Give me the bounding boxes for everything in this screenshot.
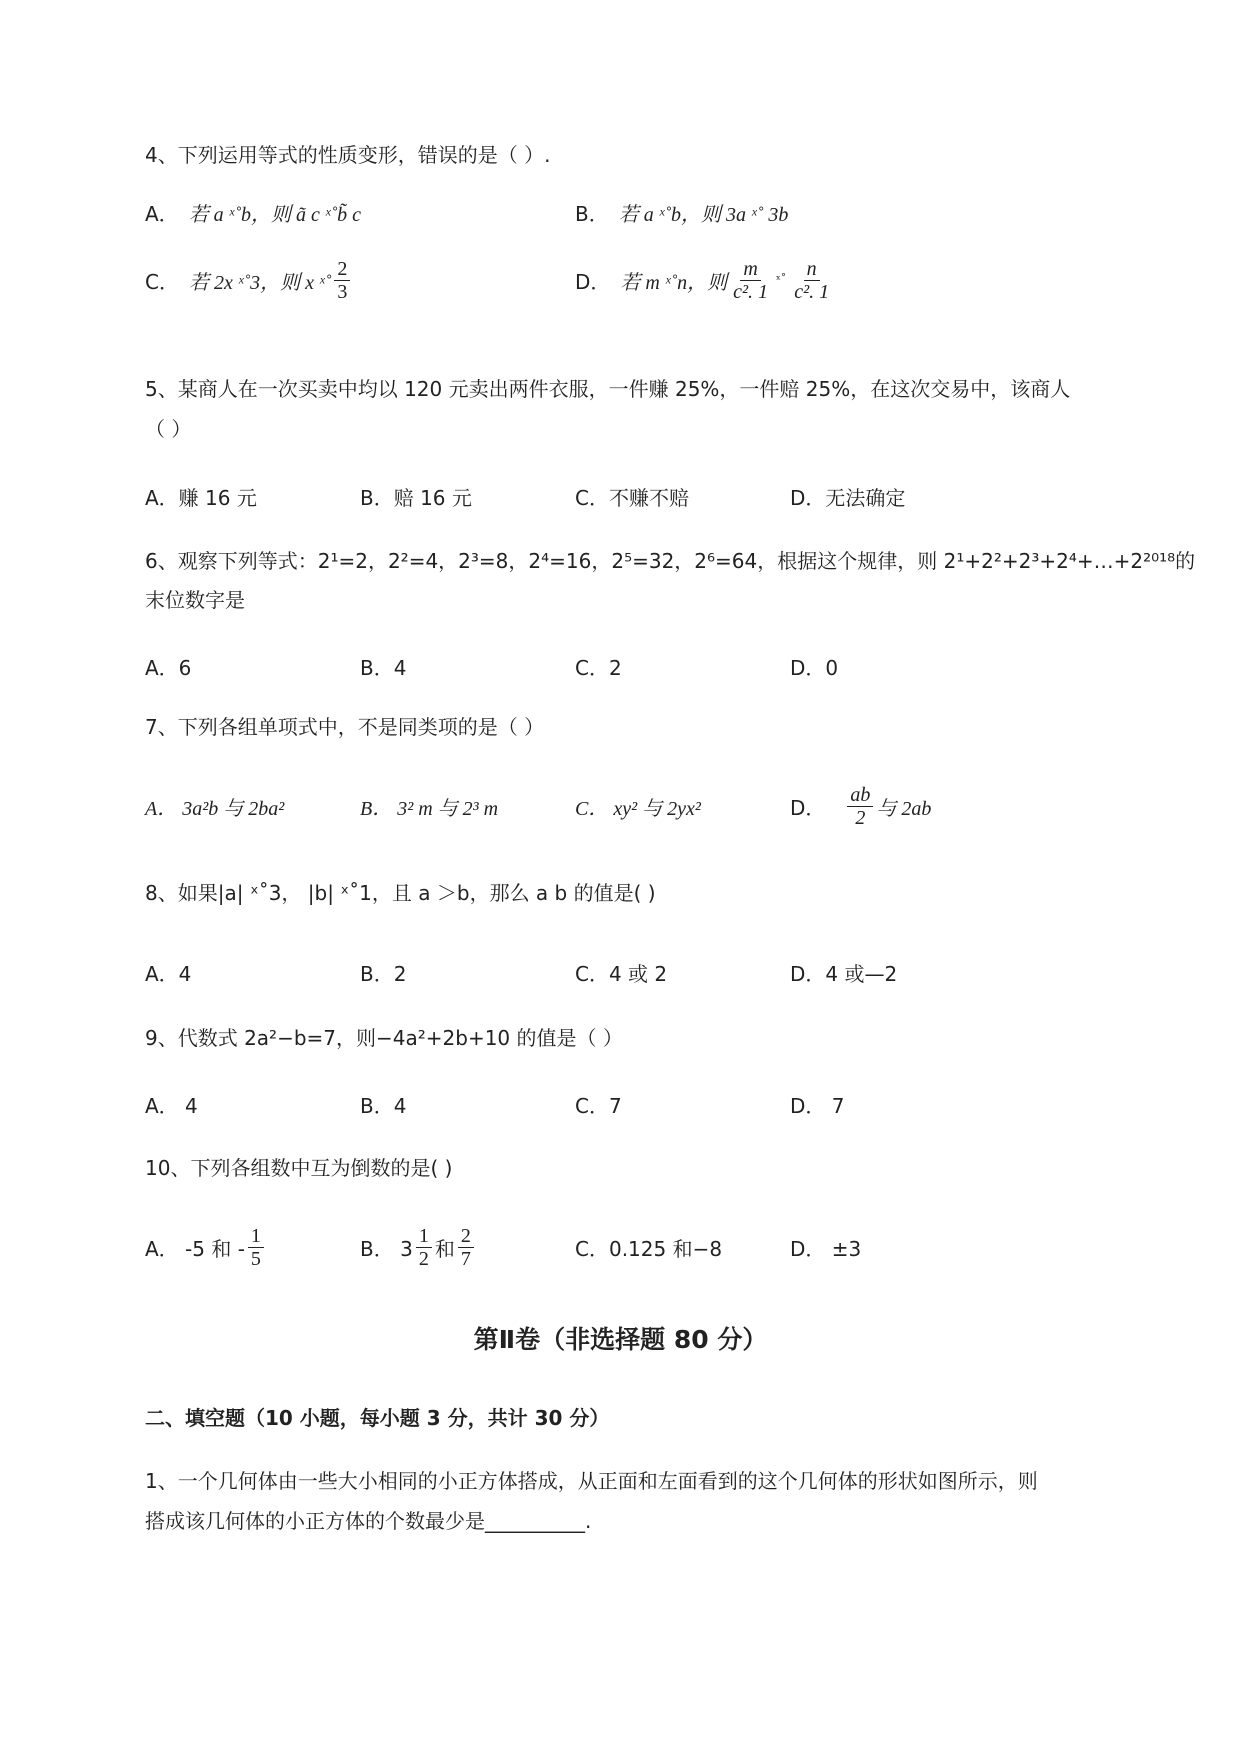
fraction: $\frac{1}{2}$: [416, 1225, 432, 1270]
fraction: $\frac{2}{7}$: [458, 1225, 474, 1270]
q9-option-c: C．7: [575, 1093, 622, 1118]
q8-option-d: D．4 或—2: [790, 961, 898, 986]
q7-option-d: D． $\frac{ab}{2}$ 与 2ab: [790, 783, 932, 829]
q8-option-b: B．2: [360, 961, 407, 986]
q6-stem-line1: 6、观察下列等式：2¹=2，2²=4，2³=8，2⁴=16，2⁵=32，2⁶=64，根据这个规律，则 2¹+2²+2³+2⁴+…+2²⁰¹⁸的: [145, 549, 1196, 573]
q7-option-c: C． xy² 与 2yx²: [575, 797, 701, 820]
q5-option-a: A．赚 16 元: [145, 485, 257, 510]
q9-option-a: A． 4: [145, 1093, 198, 1118]
section-title: 第Ⅱ卷（非选择题 80 分）: [473, 1325, 768, 1354]
q5-options: [145, 474, 1145, 518]
q8-options: [145, 950, 1145, 994]
q6-option-b: B．4: [360, 655, 407, 680]
q4-options-row1: [145, 190, 1145, 234]
q5-option-c: C．不赚不赔: [575, 485, 689, 510]
q5-option-b: B．赔 16 元: [360, 485, 472, 510]
q4-option-c: C． 若 2x ˣ˚3，则 x ˣ˚ $\frac{2}{3}$: [145, 258, 353, 302]
q8-stem: 8、如果|a| ˣ˚3， |b| ˣ˚1，且 a ＞b，那么 a b 的值是( ): [145, 881, 656, 905]
q10-option-d: D． ±3: [790, 1236, 862, 1261]
q8-option-a: A．4: [145, 961, 192, 986]
q7-option-a: A． 3a²b 与 2ba²: [145, 797, 285, 820]
q9-option-b: B．4: [360, 1093, 407, 1118]
q7-stem: 7、下列各组单项式中，不是同类项的是（ ）: [145, 715, 545, 739]
q5-stem-line2: （ ）: [145, 417, 192, 441]
q7-option-b: B． 3² m 与 2³ m: [360, 797, 499, 820]
q6-option-c: C．2: [575, 655, 622, 680]
q6-options: [145, 644, 1145, 688]
q4-option-a: A． 若 a ˣ˚b，则 ã c ˣ˚b̃ c: [145, 201, 362, 226]
q10-stem: 10、下列各组数中互为倒数的是( ): [145, 1156, 453, 1180]
q4-option-b: B． 若 a ˣ˚b，则 3a ˣ˚ 3b: [575, 201, 789, 226]
fraction: $\frac{1}{5}$: [248, 1225, 264, 1270]
q6-option-a: A．6: [145, 655, 192, 680]
section-subtitle: 二、填空题（10 小题，每小题 3 分，共计 30 分）: [145, 1406, 610, 1430]
q9-options: [145, 1082, 1145, 1126]
fraction: $\frac{n}{\text{c². 1}}$: [794, 257, 830, 303]
q4-options-row2: [145, 258, 1145, 302]
q5-option-d: D．无法确定: [790, 485, 906, 510]
q10-option-a: A． -5 和 - $\frac{1}{5}$: [145, 1225, 267, 1269]
q9-option-d: D． 7: [790, 1093, 845, 1118]
q9-stem: 9、代数式 2a²−b=7，则−4a²+2b+10 的值是（ ）: [145, 1026, 623, 1050]
fraction: $\frac{2}{3}$: [334, 258, 350, 303]
q10-option-b: B． 3 $\frac{1}{2}$ 和 $\frac{2}{7}$: [360, 1225, 477, 1269]
q10-options: [145, 1225, 1145, 1269]
q7-options: [145, 784, 1145, 828]
q4-stem: 4、下列运用等式的性质变形，错误的是（ ）.: [145, 143, 551, 167]
q10-option-c: C．0.125 和−8: [575, 1236, 723, 1261]
fraction: $\frac{ab}{2}$: [847, 784, 873, 829]
q6-stem-line2: 末位数字是: [145, 588, 245, 612]
fill-q1-line1: 1、一个几何体由一些大小相同的小正方体搭成，从正面和左面看到的这个几何体的形状如图所示，则: [145, 1469, 1038, 1493]
q8-option-c: C．4 或 2: [575, 961, 668, 986]
q4-option-d: D． 若 m ˣ˚n，则 $\frac{m}{\text{c². 1}}$ ˣ˚ $\frac{n}{\text{c². 1}}$: [575, 258, 835, 302]
q6-option-d: D．0: [790, 655, 839, 680]
q5-stem-line1: 5、某商人在一次买卖中均以 120 元卖出两件衣服，一件赚 25%，一件赔 25%，在这次交易中，该商人: [145, 377, 1071, 401]
fraction: $\frac{m}{\text{c². 1}}$: [733, 257, 769, 303]
fill-q1-line2: 搭成该几何体的小正方体的个数最少是__________.: [145, 1509, 592, 1533]
